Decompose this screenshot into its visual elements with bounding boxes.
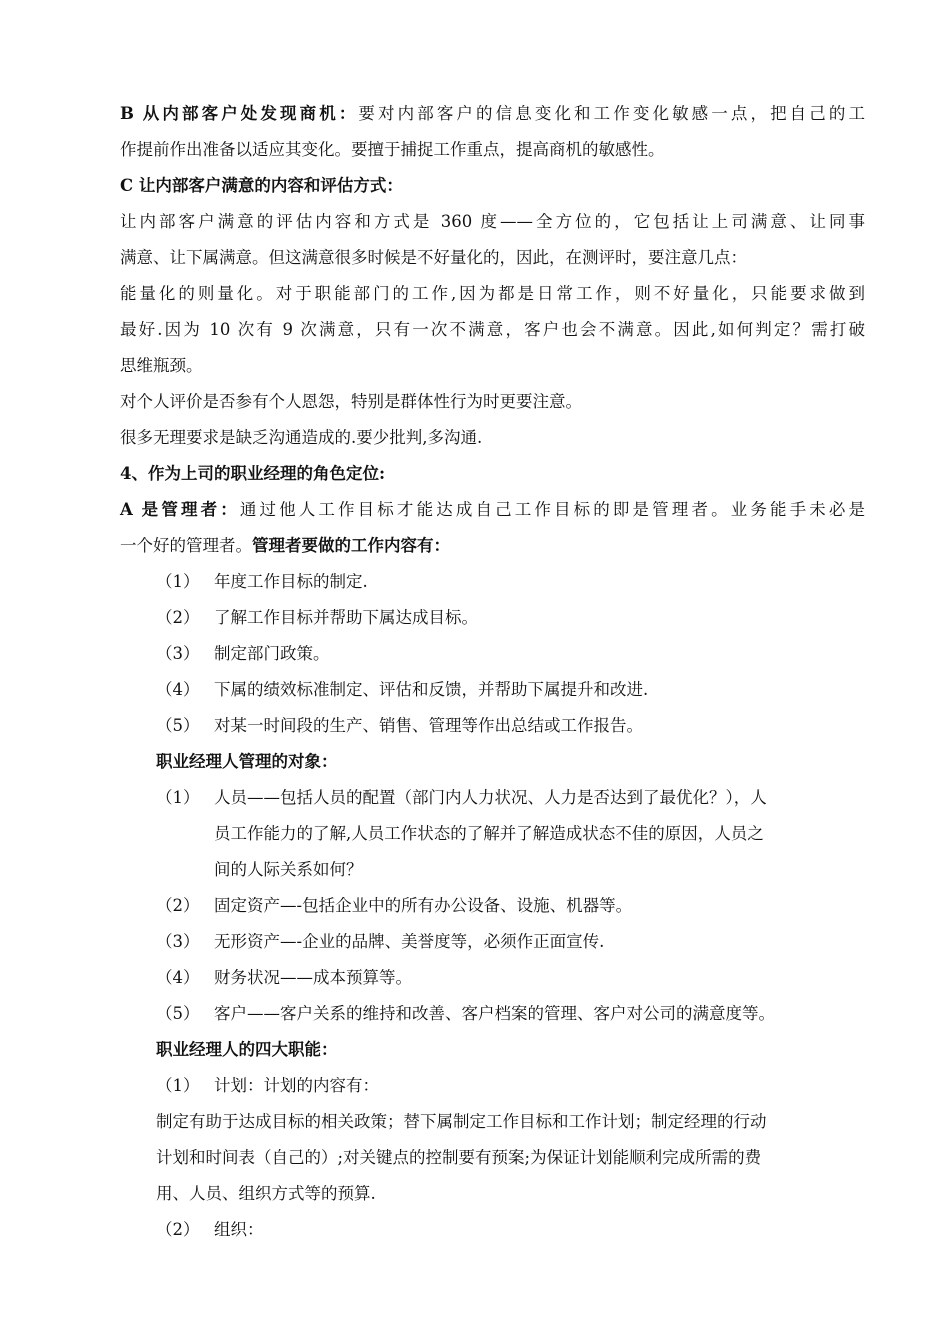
- heading-b: B 从内部客户处发现商机：: [120, 104, 359, 123]
- list-item-continuation: 员工作能力的了解,人员工作状态的了解并了解造成状态不佳的原因，人员之: [214, 824, 764, 843]
- paragraph-a-line-1: A 是管理者：通过他人工作目标才能达成自己工作目标的即是管理者。业务能手未必是: [120, 500, 866, 519]
- heading-a: A 是管理者：: [120, 500, 240, 519]
- list-item: （1） 计划：计划的内容有：: [156, 1076, 379, 1095]
- functions-heading: 职业经理人的四大职能：: [156, 1040, 338, 1059]
- list-item: （5） 对某一时间段的生产、销售、管理等作出总结或工作报告。: [156, 716, 643, 735]
- paragraph-c-line-3: 能量化的则量化。对于职能部门的工作,因为都是日常工作，则不好量化，只能要求做到: [120, 284, 865, 303]
- list-item: （2） 了解工作目标并帮助下属达成目标。: [156, 608, 478, 627]
- paragraph-c-line-5: 思维瓶颈。: [120, 356, 203, 375]
- list-item-continuation: 间的人际关系如何？: [214, 860, 363, 879]
- list-item: （5） 客户——客户关系的维持和改善、客户档案的管理、客户对公司的满意度等。: [156, 1004, 775, 1023]
- paragraph-b-line-1: B 从内部客户处发现商机：要对内部客户的信息变化和工作变化敏感一点，把自己的工: [120, 104, 865, 123]
- plan-line-1: 制定有助于达成目标的相关政策；替下属制定工作目标和工作计划；制定经理的行动: [156, 1112, 767, 1131]
- heading-c: C 让内部客户满意的内容和评估方式：: [120, 176, 403, 195]
- paragraph-c-line-1: 让内部客户满意的评估内容和方式是 360 度——全方位的，它包括让上司满意、让同事: [120, 212, 865, 231]
- paragraph-c-line-7: 很多无理要求是缺乏沟通造成的.要少批判,多沟通.: [120, 428, 483, 447]
- list-item: （1） 人员——包括人员的配置（部门内人力状况、人力是否达到了最优化？），人: [156, 788, 767, 807]
- paragraph-b-line-2: 作提前作出准备以适应其变化。要擅于捕捉工作重点，提高商机的敏感性。: [120, 140, 665, 159]
- plan-line-3: 用、人员、组织方式等的预算.: [156, 1184, 376, 1203]
- paragraph-a-line-2: 一个好的管理者。管理者要做的工作内容有：: [120, 536, 450, 555]
- plan-line-2: 计划和时间表（自己的）;对关键点的控制要有预案;为保证计划能顺利完成所需的费: [156, 1148, 762, 1167]
- list-item: （2） 组织：: [156, 1220, 264, 1239]
- section-4-heading: 4、作为上司的职业经理的角色定位:: [120, 464, 386, 483]
- list-item: （4） 财务状况——成本预算等。: [156, 968, 412, 987]
- objects-heading: 职业经理人管理的对象：: [156, 752, 338, 771]
- paragraph-c-line-6: 对个人评价是否参有个人恩怨，特别是群体性行为时更要注意。: [120, 392, 582, 411]
- list-item: （1） 年度工作目标的制定.: [156, 572, 368, 591]
- list-item: （3） 无形资产—-企业的品牌、美誉度等，必须作正面宣传.: [156, 932, 605, 951]
- paragraph-c-line-4: 最好.因为 10 次有 9 次满意，只有一次不满意，客户也会不满意。因此,如何判定？需打破: [120, 320, 865, 339]
- list-item: （4） 下属的绩效标准制定、评估和反馈，并帮助下属提升和改进.: [156, 680, 649, 699]
- paragraph-c-line-2: 满意、让下属满意。但这满意很多时候是不好量化的，因此，在测评时，要注意几点：: [120, 248, 747, 267]
- list-item: （3） 制定部门政策。: [156, 644, 330, 663]
- list-item: （2） 固定资产—-包括企业中的所有办公设备、设施、机器等。: [156, 896, 633, 915]
- document-page: [120, 96, 865, 1248]
